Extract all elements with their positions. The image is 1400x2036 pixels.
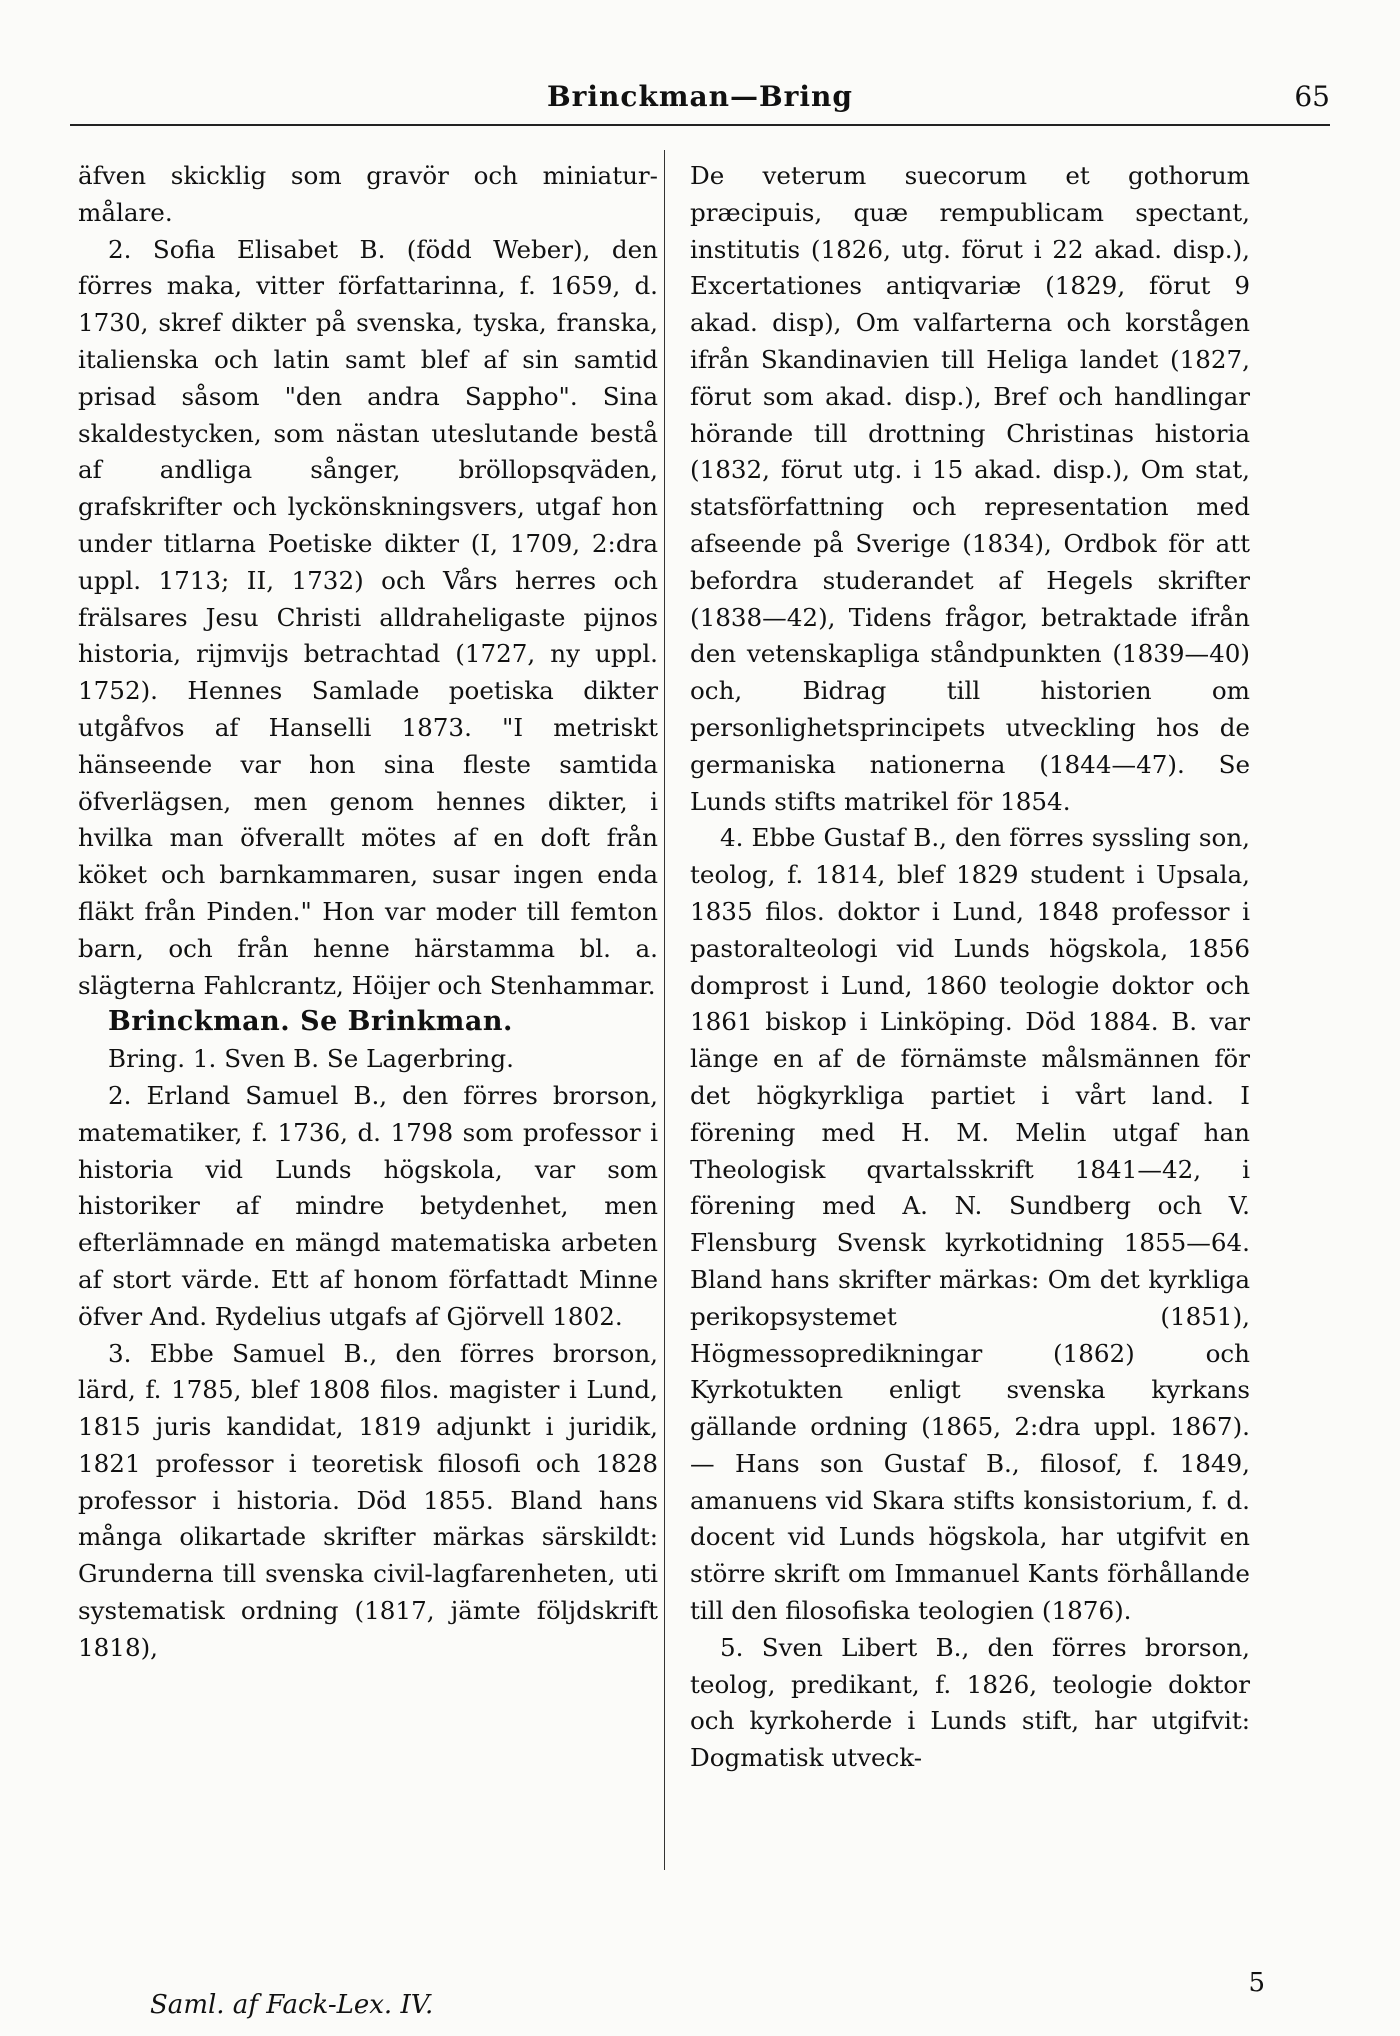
running-header [70, 80, 1330, 126]
paragraph: 2. Sofia Elisabet B. (född Weber), den förres maka, vitter författarinna, f. 1659, d. 1730, skref dikter på svenska, tyska, franska, italienska och latin samt blef af sin samtid prisad såsom "den andra Sappho". Sina skaldestycken, som nästan uteslutande bestå af andliga sånger, bröllopsqväden, grafskrifter och lyckönskningsvers, utgaf hon under titlarna Poetiske dikter (I, 1709, 2:dra uppl. 1713; II, 1732) och Vårs herres och frälsares Jesu Christi alldraheligaste pijnos historia, rijmvijs betrachtad (1727, ny uppl. 1752). Hennes Samlade poetiska dikter utgåfvos af Hanselli 1873. "I metriskt hänseende var hon sina fleste samtida öfverlägsen, men genom hennes dikter, i hvilka man öfverallt mötes af en doft från köket och barnkammaren, susar ingen enda fläkt från Pinden." Hon var moder till femton barn, och från henne härstamma bl. a. slägterna Fahlcrantz, Höijer och Stenhammar. [78, 234, 658, 1000]
left-column [78, 158, 658, 1667]
signature-mark: 5 [1248, 1968, 1265, 1998]
entry-heading: Brinckman. Se Brinkman. [108, 1006, 513, 1038]
column-divider [664, 150, 665, 1870]
paragraph: 3. Ebbe Samuel B., den förres brorson, lärd, f. 1785, blef 1808 filos. magister i Lund, 1815 juris kandidat, 1819 adjunkt i juridik, 1821 professor i teoretisk filosofi och 1828 professor i historia. Död 1855. Bland hans många olikartade skrifter märkas särskildt: Grunderna till svenska civil-lagfarenheten, uti systematisk ordning (1817, jämte följdskrift 1818), [78, 1338, 658, 1662]
page-title: Brinckman—Bring [547, 80, 853, 113]
paragraph: De veterum suecorum et gothorum præcipuis, quæ rempublicam spectant, institutis (1826, utg. förut i 22 akad. disp.), Excertationes antiqvariæ (1829, förut 9 akad. disp), Om valfarterna och korstågen ifrån Skandinavien till Heliga landet (1827, förut som akad. disp.), Bref och handlingar hörande till drottning Christinas historia (1832, förut utg. i 15 akad. disp.), Om stat, statsförfattning och representation med afseende på Sverige (1834), Ordbok för att befordra studerandet af Hegels skrifter (1838—42), Tidens frågor, betraktade ifrån den vetenskapliga ståndpunkten (1839—40) och, Bidrag till historien om personlighetsprincipets utveckling hos de germaniska nationerna (1844—47). Se Lunds stifts matrikel för 1854. [690, 161, 1250, 816]
paragraph: 5. Sven Libert B., den förres brorson, teolog, predikant, f. 1826, teologie doktor och kyrkoherde i Lunds stift, har utgifvit: Dogmatisk utveck- [690, 1632, 1250, 1773]
paragraph: 2. Erland Samuel B., den förres brorson, matematiker, f. 1736, d. 1798 som professor i historia vid Lunds högskola, var som historiker af mindre betydenhet, men efterlämnade en mängd matematiska arbeten af stort värde. Ett af honom författadt Minne öfver And. Rydelius utgafs af Gjörvell 1802. [78, 1080, 658, 1331]
right-column [690, 158, 1250, 1777]
page-number: 65 [1294, 80, 1330, 113]
paragraph: Bring. 1. Sven B. Se Lagerbring. [108, 1044, 514, 1074]
footer-collection: Saml. af Fack-Lex. IV. [150, 1990, 434, 2020]
paragraph: 4. Ebbe Gustaf B., den förres syssling son, teolog, f. 1814, blef 1829 student i Upsala, 1835 filos. doktor i Lund, 1848 professor i pastoralteologi vid Lunds högskola, 1856 domprost i Lund, 1860 teologie doktor och 1861 biskop i Linköping. Död 1884. B. var länge en af de förnämste målsmännen för det högkyrkliga partiet i vårt land. I förening med H. M. Melin utgaf han Theologisk qvartalsskrift 1841—42, i förening med A. N. Sundberg och V. Flensburg Svensk kyrkotidning 1855—64. Bland hans skrifter märkas: Om det kyrkliga perikopsystemet (1851), Högmessopredikningar (1862) och Kyrkotukten enligt svenska kyrkans gällande ordning (1865, 2:dra uppl. 1867). — Hans son Gustaf B., filosof, f. 1849, amanuens vid Skara stifts konsistorium, f. d. docent vid Lunds högskola, har utgifvit en större skrift om Immanuel Kants förhållande till den filosofiska teologien (1876). [690, 823, 1250, 1626]
paragraph: äfven skicklig som gravör och miniatur-målare. [78, 161, 658, 227]
